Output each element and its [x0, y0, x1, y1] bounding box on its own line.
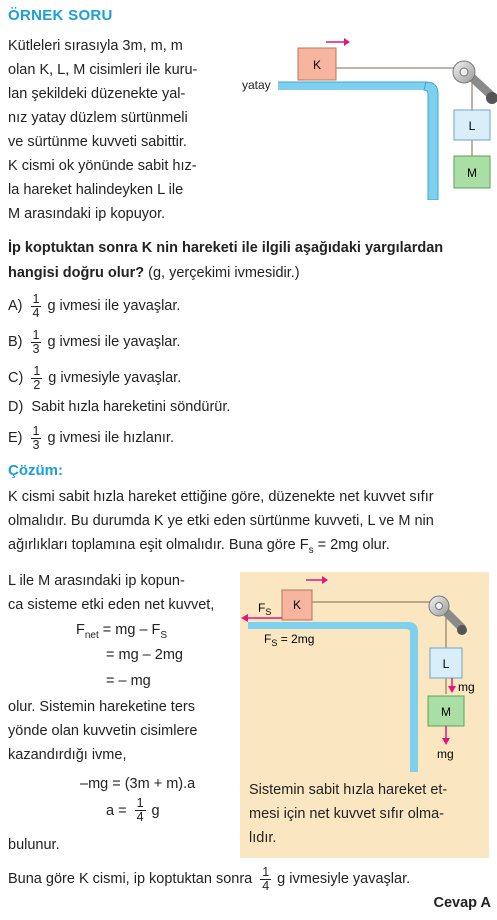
solution-line: ağırlıkları toplamına eşit olmalıdır. Buna göre $F_s = 2mg$ olur.: [8, 537, 390, 556]
fraction: $\frac{1}{4}$: [32, 291, 40, 320]
motion-arrow-icon: [326, 38, 350, 46]
solution-line: bulunur.: [8, 837, 60, 853]
equation-step: = mg – 2mg: [106, 647, 183, 663]
problem-line: lan şekildeki düzenekte yal-: [8, 86, 186, 102]
problem-line: ve sürtünme kuvveti sabittir.: [8, 134, 187, 150]
answer-label: Cevap A: [433, 895, 491, 911]
choice-letter: A): [8, 298, 23, 314]
conclusion: Buna göre K cismi, ip koptuktan sonra $\frac{1}{4}$ g ivmesiyle yavaşlar.: [8, 864, 411, 893]
panel-note: Sistemin sabit hızla hareket et- mesi için net kuvvet sıfır olma- lıdır.: [249, 782, 448, 846]
choice-letter: C): [8, 370, 24, 386]
block-k-label: K: [292, 598, 302, 612]
question-note: (g, yerçekimi ivmesidir.): [144, 265, 300, 281]
fraction: $\frac{1}{4}$: [262, 864, 270, 893]
friction-arrow-icon: [241, 614, 282, 622]
choice-letter: D): [8, 399, 24, 415]
solution-heading: Çözüm:: [8, 462, 63, 479]
weight-label-l: mg: [458, 680, 475, 694]
problem-line: K cismi ok yönünde sabit hız-: [8, 158, 197, 174]
fraction: $\frac{1}{3}$: [32, 423, 40, 452]
solution-figure: [240, 572, 497, 772]
fraction: $\frac{1}{3}$: [32, 327, 40, 356]
solution-line: olur. Sistemin hareketine ters: [8, 699, 195, 715]
choice-text: g ivmesiyle yavaşlar.: [48, 370, 182, 386]
solution-line: L ile M arasındaki ip kopun-: [8, 573, 185, 589]
equation-step: = – mg: [106, 673, 151, 689]
problem-line: olan K, L, M cisimleri ile kuru-: [8, 62, 198, 78]
problem-line: M arasındaki ip kopuyor.: [8, 206, 166, 222]
fraction: $\frac{1}{2}$: [33, 363, 41, 392]
solution-line: ca sisteme etki eden net kuvvet,: [8, 597, 215, 613]
choice-e[interactable]: [8, 421, 174, 455]
choice-a[interactable]: [8, 289, 180, 323]
choice-text: Sabit hızla hareketini söndürür.: [31, 399, 231, 415]
problem-line: nız yatay düzlem sürtünmeli: [8, 110, 188, 126]
friction-label: $F_S$: [258, 601, 272, 617]
choice-text: g ivmesi ile yavaşlar.: [47, 334, 181, 350]
block-m-label: M: [441, 705, 451, 719]
choice-b[interactable]: [8, 325, 180, 359]
block-k-label: K: [312, 58, 322, 72]
question-text: İp koptuktan sonra K nin hareketi ile ilgili aşağıdaki yargılardan hangisi doğru olur?: [8, 240, 444, 281]
horizontal-label: yatay: [242, 78, 271, 92]
problem-line: Kütleleri sırasıyla 3m, m, m: [8, 38, 183, 54]
weight-label-m: mg: [437, 747, 454, 761]
choice-c[interactable]: [8, 361, 181, 395]
block-l-label: L: [442, 657, 450, 671]
fraction: $\frac{1}{4}$: [136, 796, 144, 824]
problem-figure: [238, 30, 497, 200]
choice-letter: B): [8, 334, 23, 350]
solution-line: yönde olan kuvvetin cisimlere: [8, 723, 198, 739]
motion-arrow-icon: [306, 576, 328, 584]
solution-line: kazandırdığı ivme,: [8, 747, 127, 763]
block-l-label: L: [468, 119, 476, 133]
solution-line: K cismi sabit hızla hareket ettiğine göre, düzenekte net kuvvet sıfır: [8, 489, 434, 505]
question: [8, 236, 493, 286]
block-m-label: M: [467, 166, 477, 180]
solution-line: olmalıdır. Bu durumda K ye etki eden sürtünme kuvveti, L ve M nin: [8, 513, 434, 529]
weight-arrow-l-icon: [448, 678, 456, 693]
equation-net-force: $F_{net}$ = mg – $F_S$: [76, 622, 168, 641]
vertical-surface: [406, 622, 418, 772]
choice-letter: E): [8, 430, 23, 446]
problem-line: la hareket halindeyken L ile: [8, 182, 184, 198]
friction-value: $F_S = 2mg$: [264, 632, 315, 648]
choice-text: g ivmesi ile hızlanır.: [47, 430, 174, 446]
equation-result: a = $\frac{1}{4}$ g: [106, 796, 160, 824]
horizontal-surface: [248, 622, 408, 629]
choice-d[interactable]: [8, 394, 230, 420]
horizontal-surface: [278, 82, 438, 200]
choice-text: g ivmesi ile yavaşlar.: [47, 298, 181, 314]
equation-acceleration: –mg = (3m + m).a: [80, 776, 196, 792]
example-title: ÖRNEK SORU: [8, 7, 113, 24]
weight-arrow-m-icon: [442, 726, 450, 745]
